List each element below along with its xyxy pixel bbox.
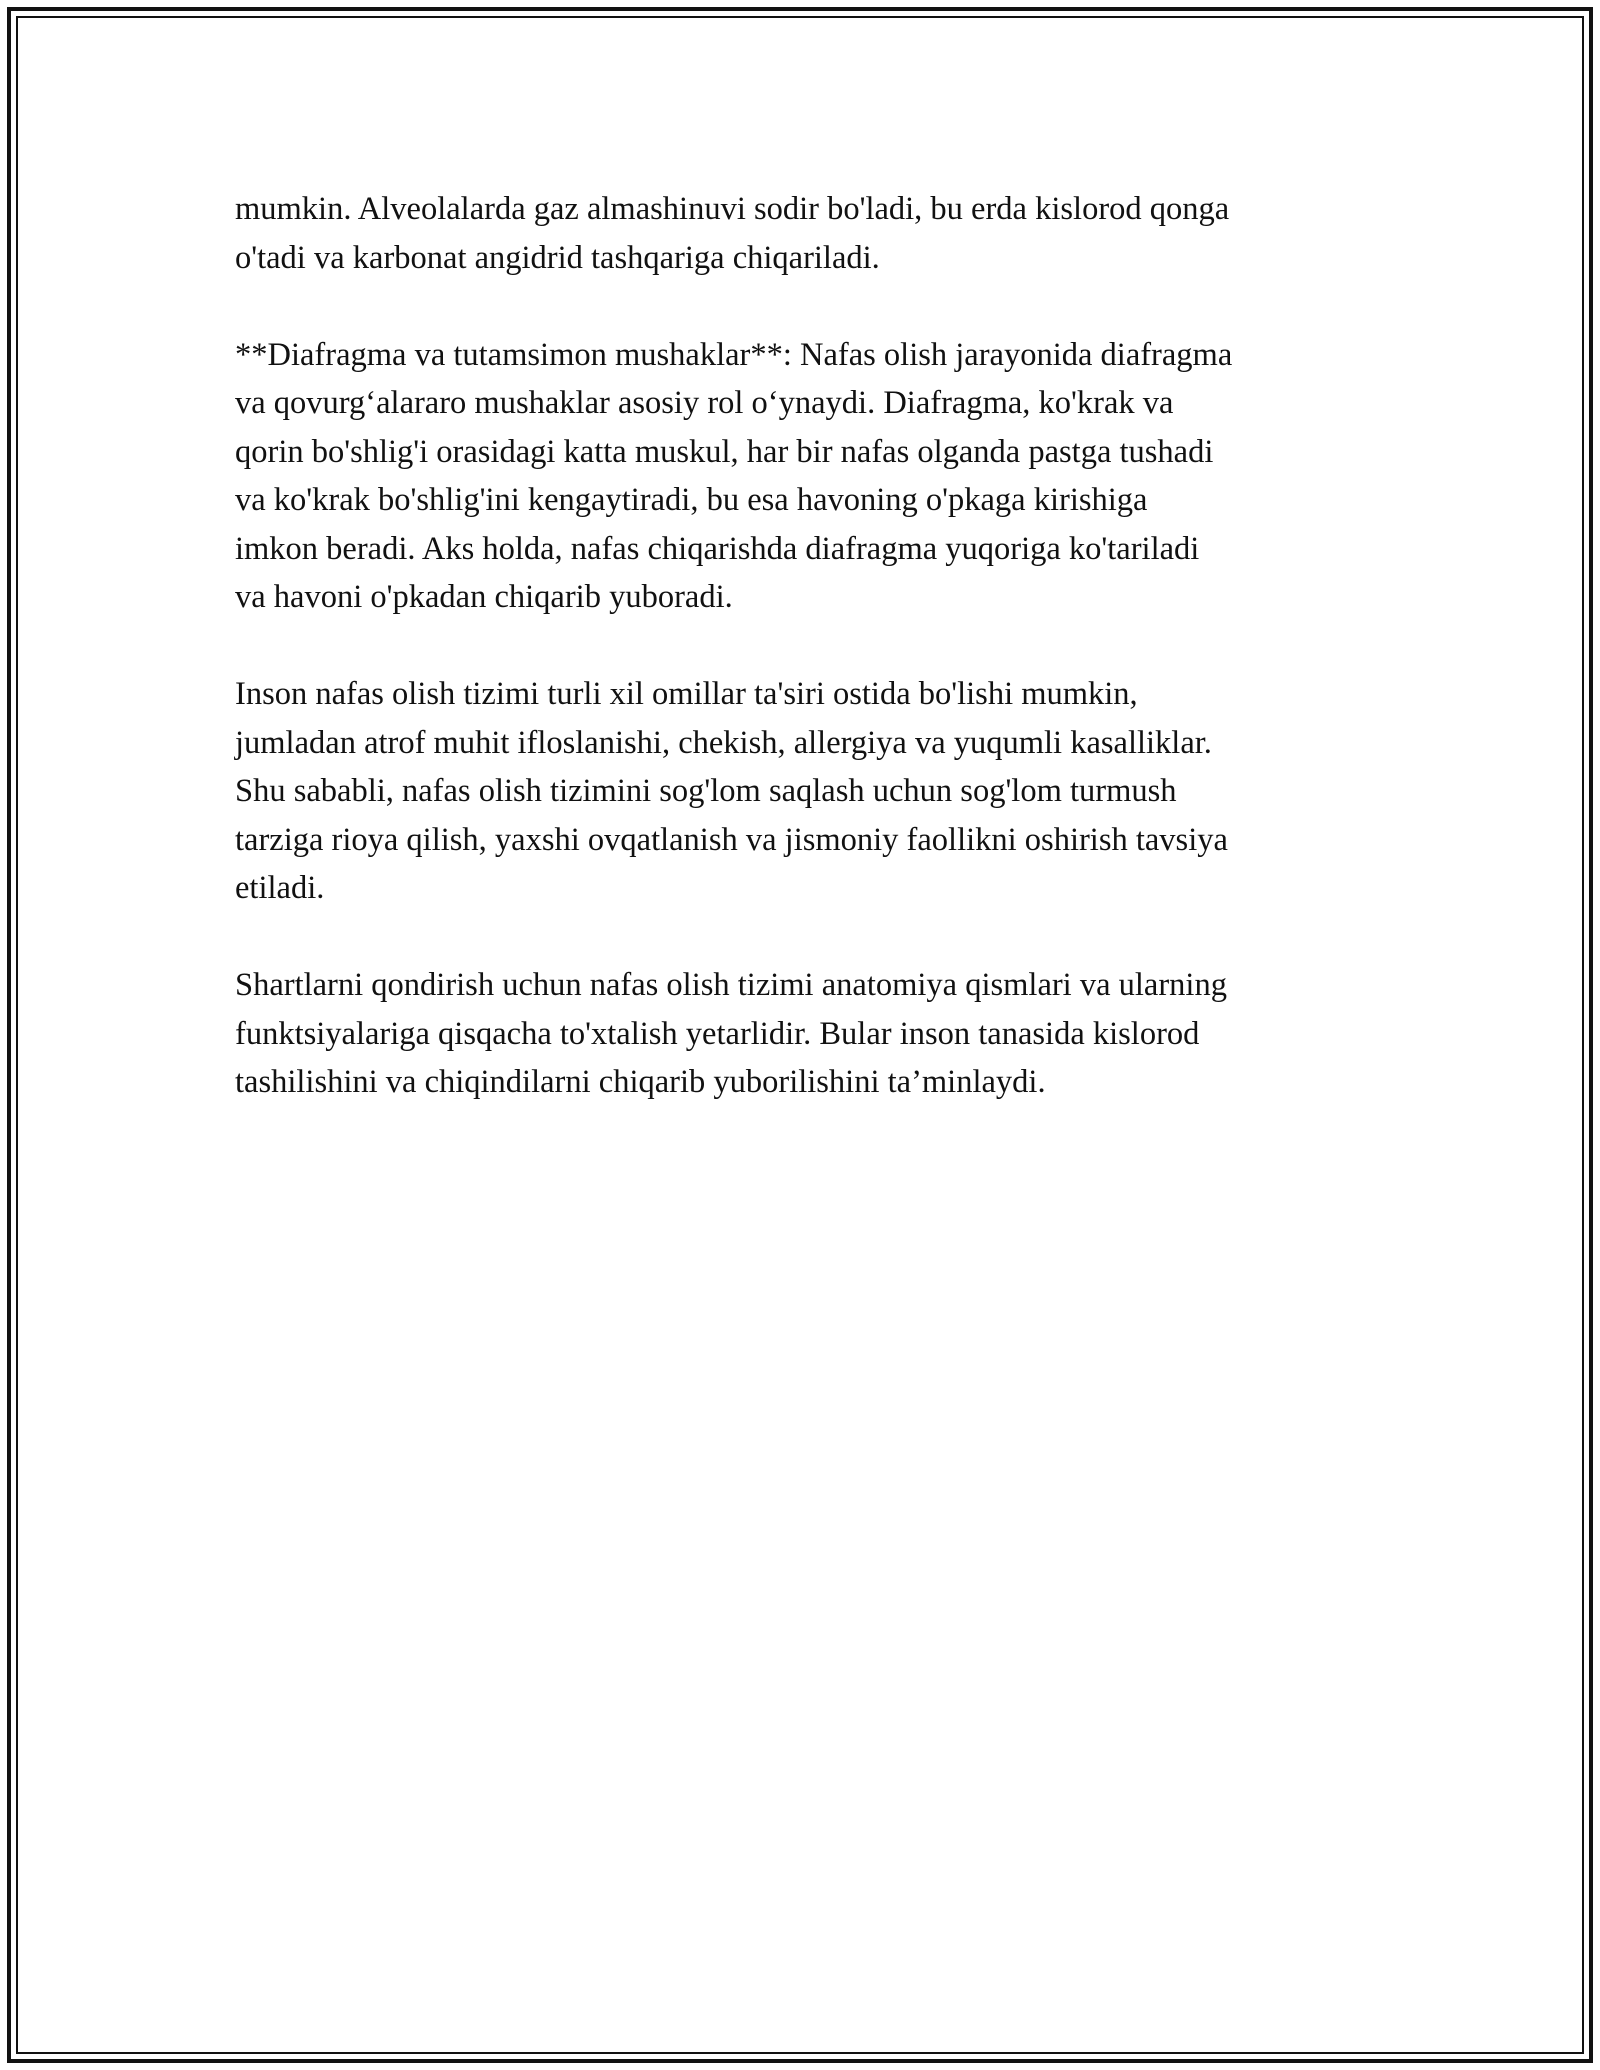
text-line: va ko'krak bo'shlig'ini kengaytiradi, bu esa havoning o'pkaga kirishiga [235, 482, 1148, 518]
text-line: tarziga rioya qilish, yaxshi ovqatlanish va jismoniy faollikni oshirish tavsiya [235, 821, 1228, 858]
document-body [235, 185, 1370, 1155]
text-line: qorin bo'shlig'i orasidagi katta muskul, har bir nafas olganda pastga tushadi [235, 433, 1214, 470]
text-line: o'tadi va karbonat angidrid tashqariga chiqariladi. [235, 239, 880, 276]
paragraph-diaphragm [235, 331, 1370, 622]
paragraph-factors [235, 670, 1370, 913]
text-line: Shartlarni qondirish uchun nafas olish tizimi anatomiya qismlari va ularning [235, 967, 1227, 1003]
paragraph-alveoli [235, 185, 1370, 282]
text-line: **Diafragma va tutamsimon mushaklar**: Nafas olish jarayonida diafragma [235, 336, 1233, 373]
text-line: jumladan atrof muhit ifloslanishi, chekish, allergiya va yuqumli kasalliklar. [235, 724, 1212, 761]
text-line: Inson nafas olish tizimi turli xil omillar ta'siri ostida bo'lishi mumkin, [235, 676, 1138, 712]
text-line: va havoni o'pkadan chiqarib yuboradi. [235, 579, 733, 615]
text-line: etiladi. [235, 870, 325, 906]
text-line: Shu sababli, nafas olish tizimini sog'lom saqlash uchun sog'lom turmush [235, 773, 1177, 809]
text-line: funktsiyalariga qisqacha to'xtalish yetarlidir. Bular inson tanasida kislorod [235, 1015, 1200, 1052]
text-line: mumkin. Alveolalarda gaz almashinuvi sodir bo'ladi, bu erda kislorod qonga [235, 191, 1230, 227]
text-line: va qovurg‘alararo mushaklar asosiy rol o‘ynaydi. Diafragma, ko'krak va [235, 385, 1174, 421]
text-line: imkon beradi. Aks holda, nafas chiqarishda diafragma yuqoriga ko'tariladi [235, 530, 1200, 567]
text-line: tashilishini va chiqindilarni chiqarib yuborilishini ta’minlaydi. [235, 1064, 1046, 1100]
paragraph-conclusion [235, 961, 1370, 1107]
